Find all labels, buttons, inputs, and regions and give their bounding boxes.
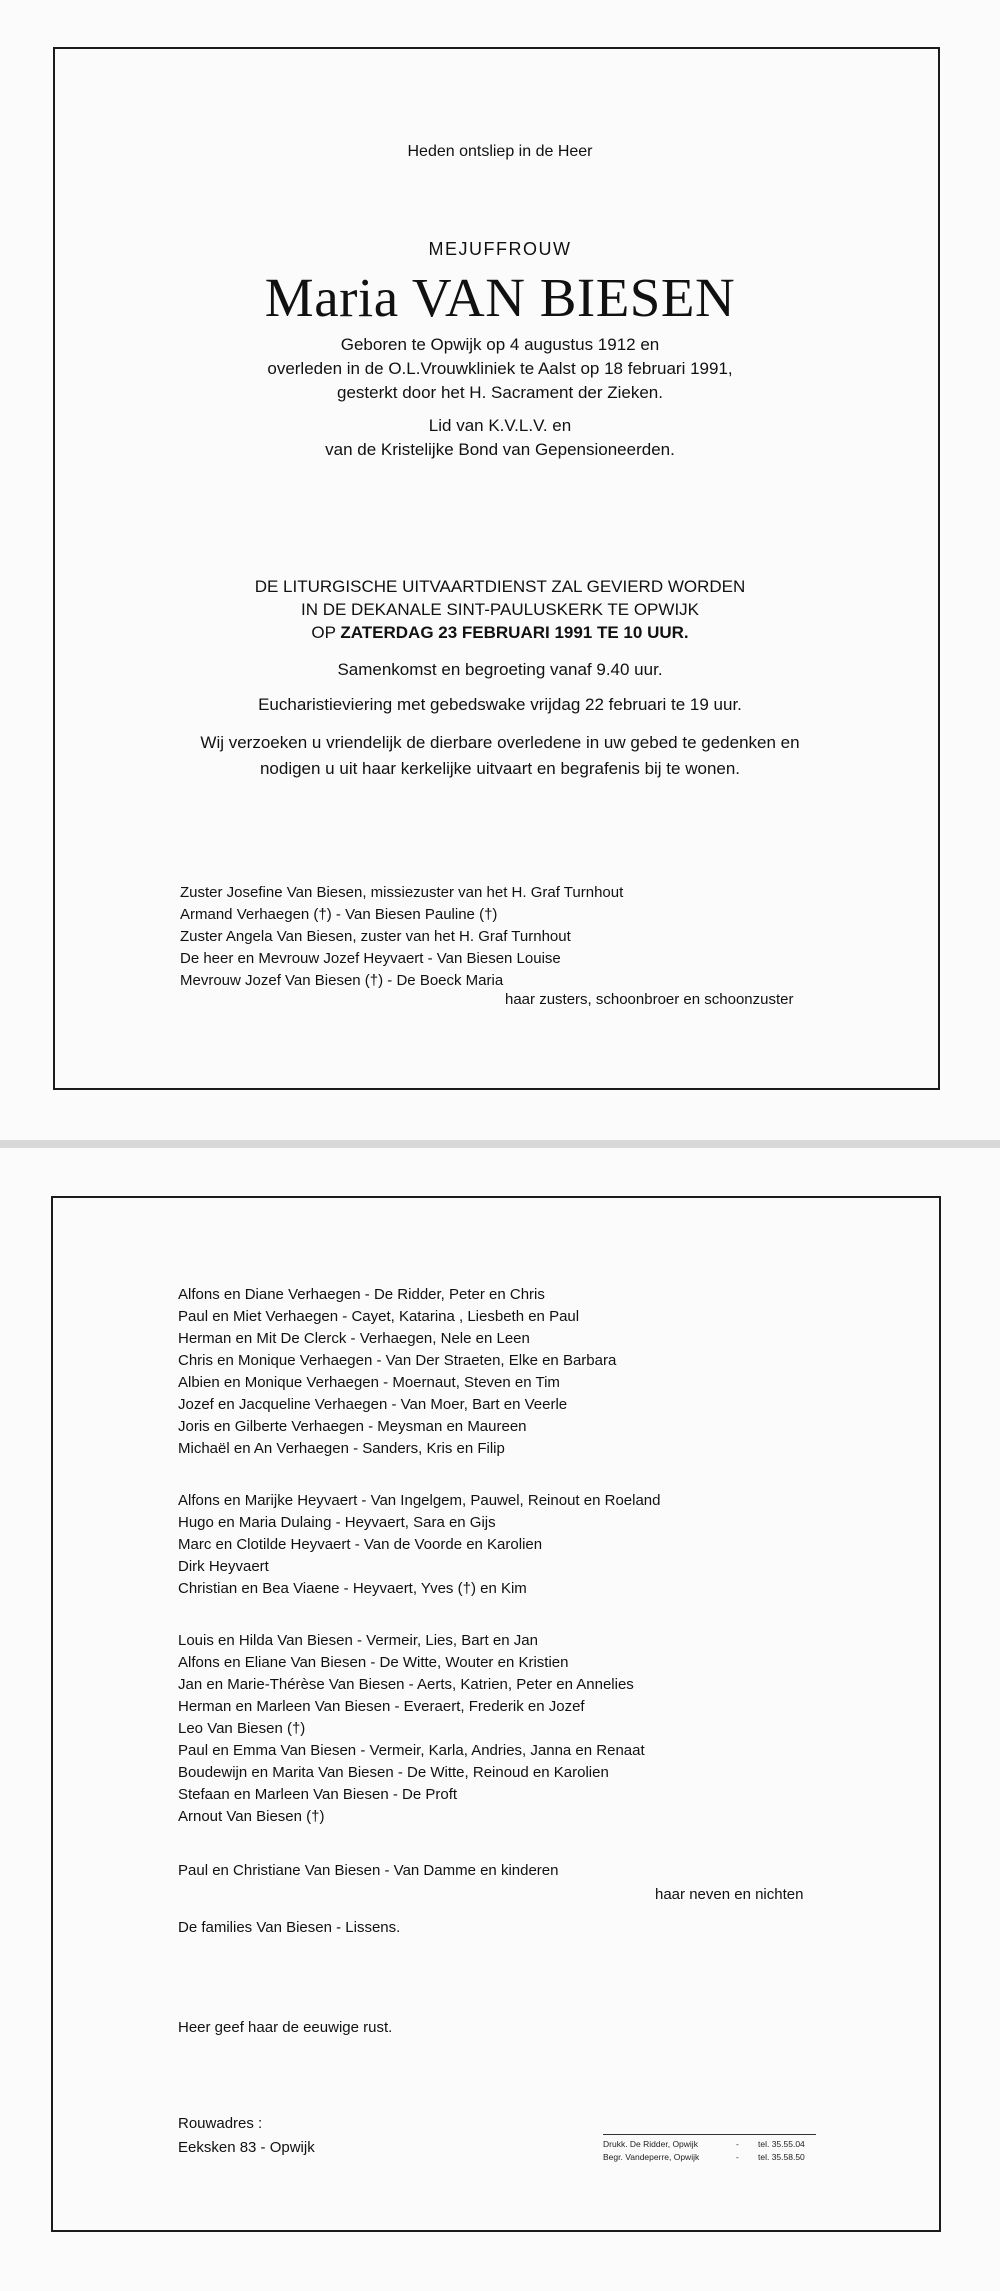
service-line: IN DE DEKANALE SINT-PAULUSKERK TE OPWIJK — [300, 600, 700, 619]
service-date: ZATERDAG 23 FEBRUARI 1991 TE 10 UUR. — [340, 623, 689, 642]
birth-death-info — [0, 333, 1000, 405]
undertaker-row — [603, 2138, 816, 2151]
service-date-line — [0, 621, 1000, 644]
address-value: Eeksken 83 - Opwijk — [178, 2139, 315, 2156]
list-item: De heer en Mevrouw Jozef Heyvaert - Van Biesen Louise — [180, 950, 561, 967]
list-item: Jan en Marie-Thérèse Van Biesen - Aerts, Katrien, Peter en Annelies — [178, 1676, 634, 1693]
membership-line: Lid van K.V.L.V. en — [428, 416, 572, 435]
siblings-relation-label: haar zusters, schoonbroer en schoonzuster — [505, 991, 794, 1008]
death-line: overleden in de O.L.Vrouwkliniek te Aalst op 18 februari 1991, — [267, 359, 733, 378]
intro-text: Heden ontsliep in de Heer — [407, 143, 593, 160]
undertaker-phone: tel. 35.55.04 — [758, 2139, 805, 2149]
deceased-name: Maria VAN BIESEN — [264, 267, 736, 328]
request-line: Wij verzoeken u vriendelijk de dierbare overledene in uw gebed te gedenken en — [200, 733, 800, 752]
funeral-service-announcement — [0, 575, 1000, 644]
list-item: Paul en Miet Verhaegen - Cayet, Katarina , Liesbeth en Paul — [178, 1308, 580, 1325]
address-label: Rouwadres : — [178, 2115, 263, 2132]
undertaker-row — [603, 2151, 816, 2164]
service-date-prefix: OP — [311, 623, 341, 642]
list-item: Chris en Monique Verhaegen - Van Der Straeten, Elke en Barbara — [178, 1352, 617, 1369]
list-item: Michaël en An Verhaegen - Sanders, Kris en Filip — [178, 1440, 505, 1457]
family-verhaegen-list — [178, 1284, 616, 1460]
list-item: Alfons en Diane Verhaegen - De Ridder, Peter en Chris — [178, 1286, 545, 1303]
honorific-title: MEJUFFROUW — [428, 239, 572, 259]
list-item: Stefaan en Marleen Van Biesen - De Proft — [178, 1786, 458, 1803]
birth-line: Geboren te Opwijk op 4 augustus 1912 en — [340, 335, 660, 354]
list-item: Louis en Hilda Van Biesen - Vermeir, Lies, Bart en Jan — [178, 1632, 538, 1649]
membership-info — [0, 414, 1000, 462]
list-item: Arnout Van Biesen (†) — [178, 1808, 325, 1825]
family-vanbiesen-list — [178, 1630, 645, 1828]
request-line: nodigen u uit haar kerkelijke uitvaart en begrafenis bij te wonen. — [259, 759, 741, 778]
list-item: Dirk Heyvaert — [178, 1558, 269, 1575]
undertaker-separator: - — [736, 2139, 739, 2149]
blessing-text: Heer geef haar de eeuwige rust. — [178, 2019, 393, 2036]
nephews-relation-label: haar neven en nichten — [655, 1886, 804, 1903]
list-item: Mevrouw Jozef Van Biesen (†) - De Boeck Maria — [180, 972, 504, 989]
eucharist-info: Eucharistieviering met gebedswake vrijdag 22 februari te 19 uur. — [258, 695, 742, 714]
list-item: Zuster Angela Van Biesen, zuster van het H. Graf Turnhout — [180, 928, 571, 945]
paul-family-line: Paul en Christiane Van Biesen - Van Damme en kinderen — [178, 1862, 559, 1879]
list-item: Herman en Mit De Clerck - Verhaegen, Nele en Leen — [178, 1330, 530, 1347]
list-item: Boudewijn en Marita Van Biesen - De Witte, Reinoud en Karolien — [178, 1764, 609, 1781]
mourning-address — [178, 2112, 315, 2160]
list-item: Joris en Gilberte Verhaegen - Meysman en Maureen — [178, 1418, 527, 1435]
list-item: Zuster Josefine Van Biesen, missiezuster van het H. Graf Turnhout — [180, 884, 624, 901]
list-item: Christian en Bea Viaene - Heyvaert, Yves (†) en Kim — [178, 1580, 527, 1597]
list-item: Alfons en Eliane Van Biesen - De Witte, Wouter en Kristien — [178, 1654, 569, 1671]
undertaker-phone: tel. 35.58.50 — [758, 2152, 805, 2162]
family-heyvaert-list — [178, 1490, 660, 1600]
list-item: Armand Verhaegen (†) - Van Biesen Pauline (†) — [180, 906, 498, 923]
list-item: Albien en Monique Verhaegen - Moernaut, Steven en Tim — [178, 1374, 560, 1391]
list-item: Paul en Emma Van Biesen - Vermeir, Karla, Andries, Janna en Renaat — [178, 1742, 645, 1759]
families-line: De families Van Biesen - Lissens. — [178, 1919, 401, 1936]
list-item: Hugo en Maria Dulaing - Heyvaert, Sara en Gijs — [178, 1514, 496, 1531]
list-item: Alfons en Marijke Heyvaert - Van Ingelgem, Pauwel, Reinout en Roeland — [178, 1492, 661, 1509]
invitation-request — [0, 730, 1000, 782]
meeting-time: Samenkomst en begroeting vanaf 9.40 uur. — [337, 660, 663, 679]
sacrament-line: gesterkt door het H. Sacrament der Zieken. — [337, 383, 663, 402]
undertaker-name: Begr. Vandeperre, Opwijk — [603, 2152, 700, 2162]
list-item: Leo Van Biesen (†) — [178, 1720, 306, 1737]
siblings-list — [180, 882, 623, 992]
membership-line: van de Kristelijke Bond van Gepensioneerden. — [325, 440, 675, 459]
undertaker-name: Drukk. De Ridder, Opwijk — [603, 2139, 698, 2149]
printer-undertaker-info — [603, 2134, 816, 2164]
fold-line — [0, 1140, 1000, 1148]
service-line: DE LITURGISCHE UITVAARTDIENST ZAL GEVIERD WORDEN — [254, 577, 746, 596]
list-item: Marc en Clotilde Heyvaert - Van de Voorde en Karolien — [178, 1536, 543, 1553]
list-item: Jozef en Jacqueline Verhaegen - Van Moer, Bart en Veerle — [178, 1396, 568, 1413]
undertaker-separator: - — [736, 2152, 739, 2162]
list-item: Herman en Marleen Van Biesen - Everaert, Frederik en Jozef — [178, 1698, 585, 1715]
